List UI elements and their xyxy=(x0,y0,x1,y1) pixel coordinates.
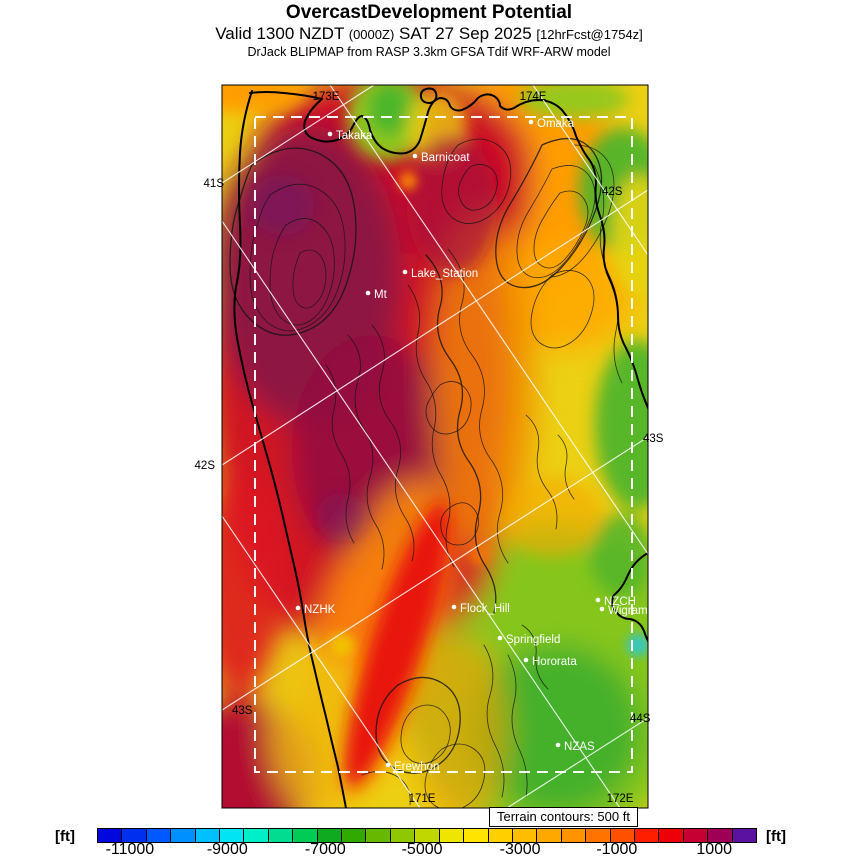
station-label: Barnicoat xyxy=(421,152,470,164)
station-dot xyxy=(386,763,391,768)
model-line: DrJack BLIPMAP from RASP 3.3km GFSA Tdif WRF-ARW model xyxy=(247,45,611,59)
station-label: Springfield xyxy=(506,634,561,646)
colorbar-unit-left: [ft] xyxy=(55,828,75,845)
lon-label: 174E xyxy=(519,91,547,103)
station-label: Lake_Station xyxy=(411,268,479,280)
station-label: Omaka xyxy=(537,118,575,130)
colorbar-ticks xyxy=(97,841,755,859)
colorbar-tick: -11000 xyxy=(105,841,155,858)
station-label: Erewhon xyxy=(394,761,440,773)
forecast-cycle: [12hrFcst@1754z] xyxy=(536,27,643,42)
station-dot xyxy=(296,606,301,611)
station-dot xyxy=(328,132,333,137)
valid-date: SAT 27 Sep 2025 xyxy=(394,24,537,43)
lat-label: 42S xyxy=(602,186,623,198)
station-label: Mt xyxy=(374,289,387,301)
lat-label: 43S xyxy=(232,705,253,717)
terrain-contours-note: Terrain contours: 500 ft xyxy=(489,807,638,827)
station-dot xyxy=(498,636,503,641)
lon-label: 173E xyxy=(312,91,340,103)
lat-label: 42S xyxy=(194,460,215,472)
potential-field xyxy=(167,65,702,850)
valid-utc: (0000Z) xyxy=(348,27,395,42)
station-label: NZAS xyxy=(564,741,595,753)
station-dot xyxy=(596,598,601,603)
station-dot xyxy=(366,291,371,296)
station-dot xyxy=(600,607,605,612)
colorbar-tick: -7000 xyxy=(304,841,346,858)
lon-label: 172E xyxy=(606,793,634,805)
station-dot xyxy=(413,154,418,159)
colorbar-tick: -1000 xyxy=(596,841,638,858)
lat-label: 41S xyxy=(203,178,224,190)
station-dot xyxy=(403,270,408,275)
station-label: Hororata xyxy=(532,656,577,668)
station-label: NZCH xyxy=(604,596,636,608)
station-dot xyxy=(452,605,457,610)
colorbar-tick: 1000 xyxy=(696,841,732,858)
station-dot xyxy=(524,658,529,663)
lat-label: 43S xyxy=(643,433,664,445)
station-label: Wigram xyxy=(608,605,648,617)
colorbar-tick: -5000 xyxy=(401,841,443,858)
map-canvas xyxy=(194,85,664,808)
station-dot xyxy=(556,743,561,748)
valid-time: Valid 1300 NZDT xyxy=(215,24,349,43)
valid-line xyxy=(0,24,850,45)
station-label: NZHK xyxy=(304,604,336,616)
lon-label: 171E xyxy=(408,793,436,805)
colorbar-tick: -3000 xyxy=(499,841,541,858)
colorbar-tick: -9000 xyxy=(206,841,248,858)
station-dot xyxy=(529,120,534,125)
station-label: Flock_Hill xyxy=(460,603,510,615)
station-label: Takaka xyxy=(336,130,373,142)
lat-label: 44S xyxy=(630,713,651,725)
title-block xyxy=(0,2,850,60)
page-title: OvercastDevelopment Potential xyxy=(285,2,573,23)
colorbar-unit-right: [ft] xyxy=(766,828,786,845)
